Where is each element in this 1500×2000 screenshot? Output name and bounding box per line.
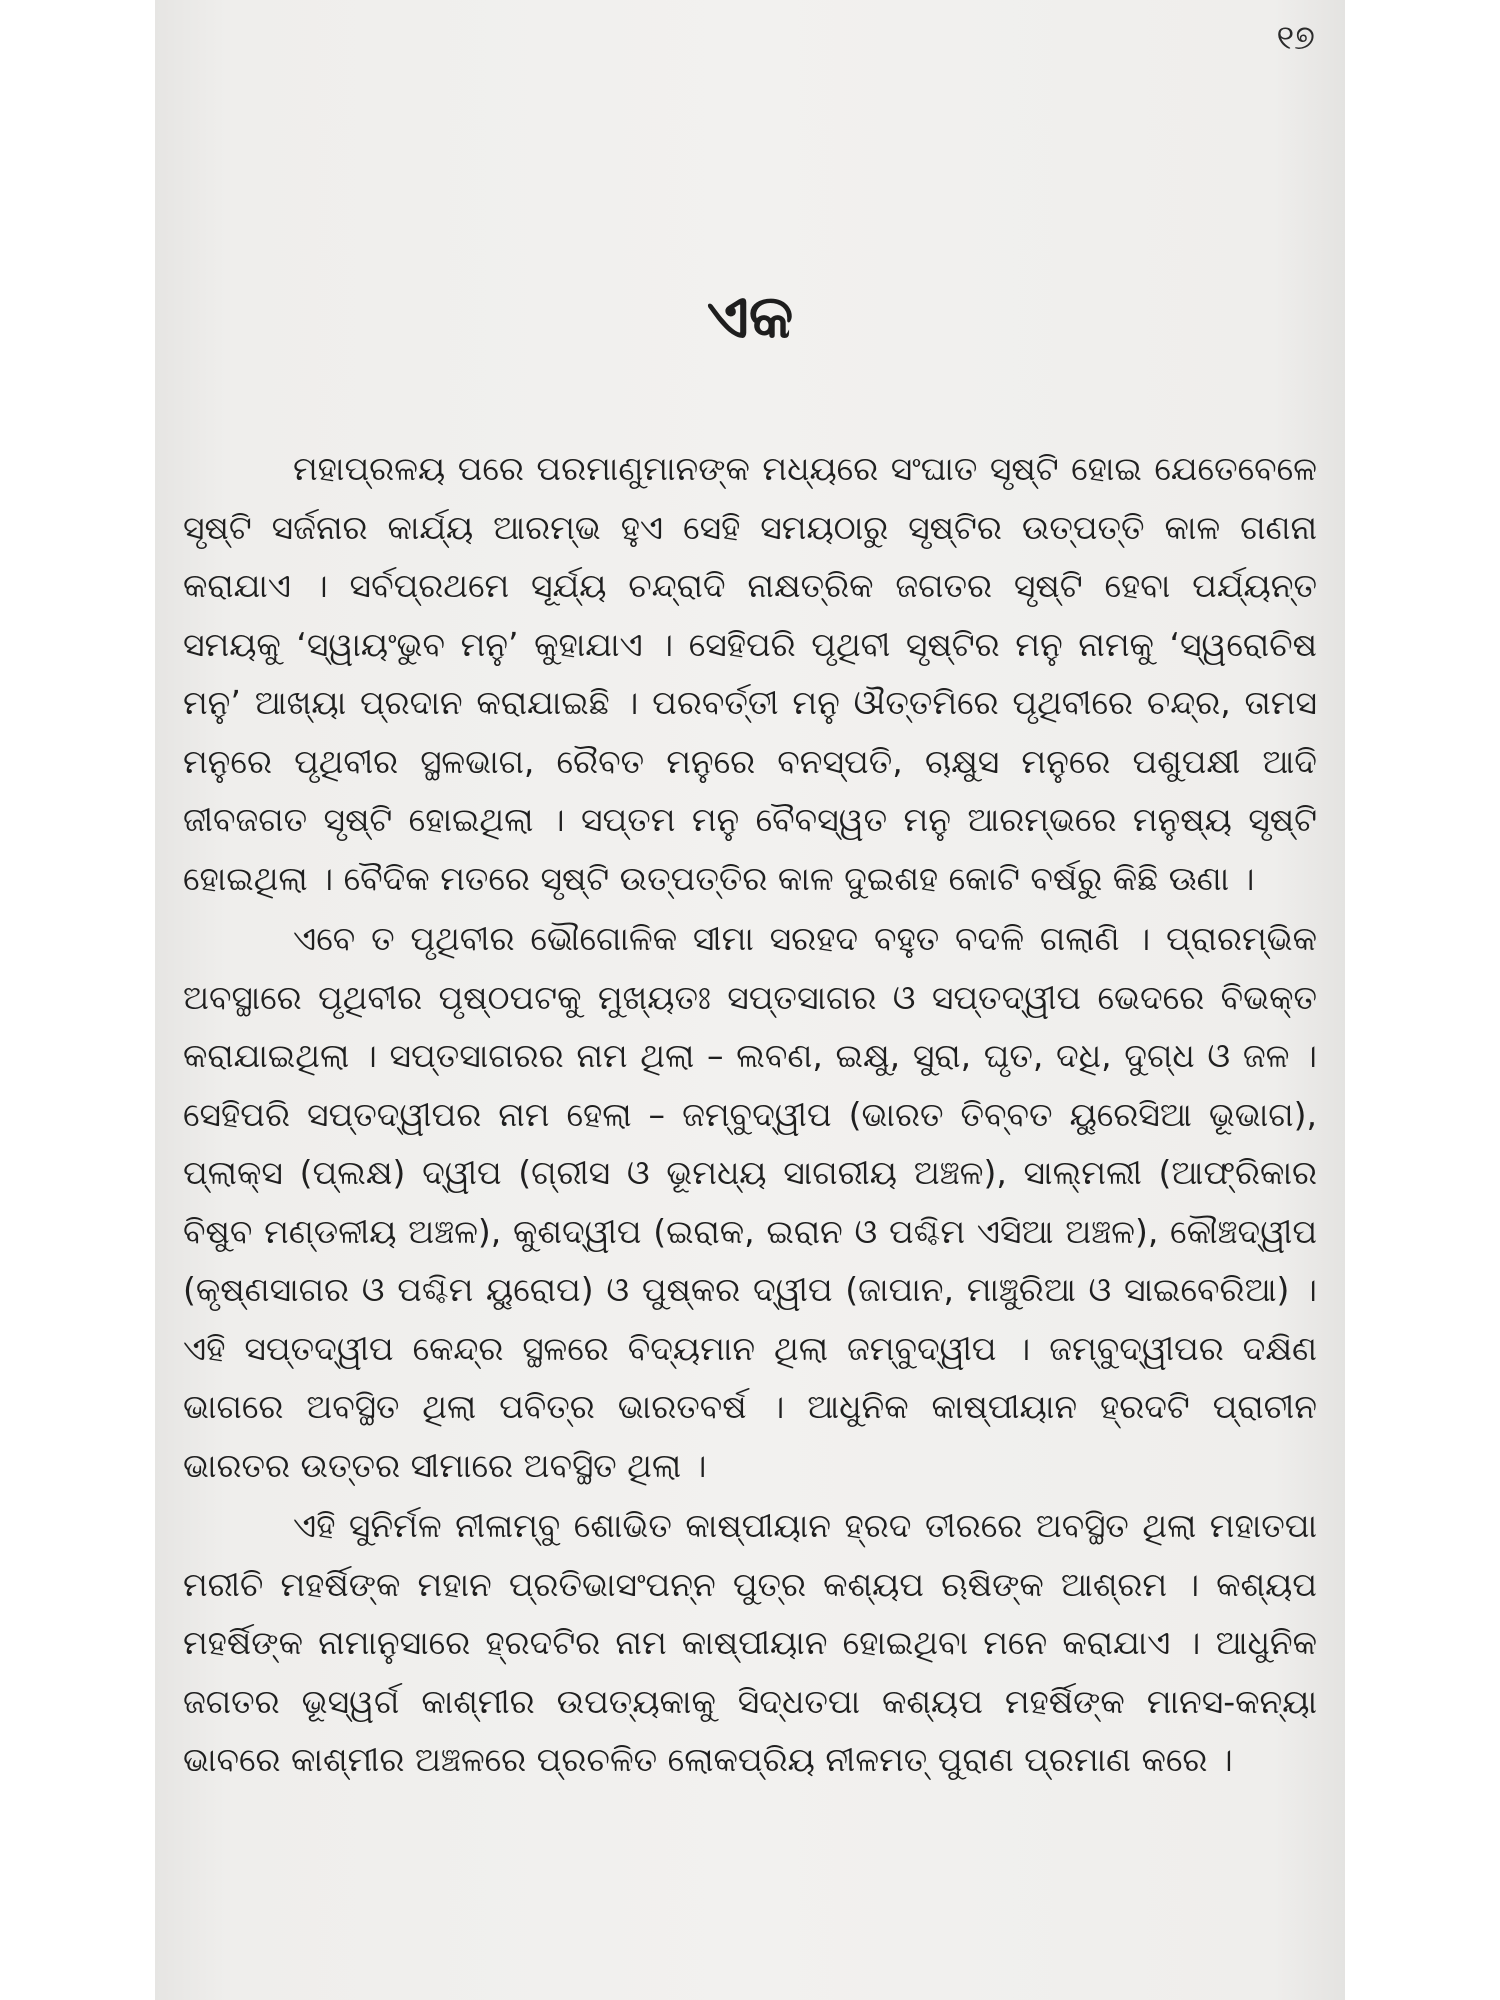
paragraph: ଏବେ ତ ପୃଥିବୀର ଭୌଗୋଳିକ ସୀମା ସରହଦ ବହୁତ ବଦଳି ଗଲାଣି । ପ୍ରାରମ୍ଭିକ ଅବସ୍ଥାରେ ପୃଥିବୀର ପୃଷ୍ଠପଟକୁ ମୁଖ୍ୟତଃ ସପ୍ତସାଗର ଓ ସପ୍ତଦ୍ୱୀପ ଭେଦରେ ବିଭକ୍ତ କରାଯାଇଥିଲା । ସପ୍ତସାଗରର ନାମ ଥିଲା – ଲବଣ, ଇକ୍ଷୁ, ସୁରା, ଘୃତ, ଦଧି, ଦୁଗ୍ଧ ଓ ଜଳ । ସେହିପରି ସପ୍ତଦ୍ୱୀପର ନାମ ହେଲା – ଜମ୍ବୁଦ୍ୱୀପ (ଭାରତ ତିବ୍ବତ ୟୁରେସିଆ ଭୂଭାଗ), ପ୍ଲାକ୍ସ (ପ୍ଲକ୍ଷ) ଦ୍ୱୀପ (ଗ୍ରୀସ ଓ ଭୂମଧ୍ୟ ସାଗରୀୟ ଅଞ୍ଚଳ), ସାଲ୍ମଲୀ (ଆଫ୍ରିକାର ବିଷୁବ ମଣ୍ଡଳୀୟ ଅଞ୍ଚଳ), କୁଶଦ୍ୱୀପ (ଇରାକ, ଇରାନ ଓ ପଶ୍ଚିମ ଏସିଆ ଅଞ୍ଚଳ), କୌଞ୍ଚଦ୍ୱୀପ (କୃଷ୍ଣସାଗର ଓ ପଶ୍ଚିମ ୟୁରୋପ) ଓ ପୁଷ୍କର ଦ୍ୱୀପ (ଜାପାନ, ମାଞ୍ଚୁରିଆ ଓ ସାଇବେରିଆ) । ଏହି ସପ୍ତଦ୍ୱୀପ କେନ୍ଦ୍ର ସ୍ଥଳରେ ବିଦ୍ୟମାନ ଥିଲା ଜମ୍ବୁଦ୍ୱୀପ । ଜମ୍ବୁଦ୍ୱୀପର ଦକ୍ଷିଣ ଭାଗରେ ଅବସ୍ଥିତ ଥିଲା ପବିତ୍ର ଭାରତବର୍ଷ । ଆଧୁନିକ କାଷ୍ପୀୟାନ ହ୍ରଦଟି ପ୍ରାଚୀନ ଭାରତର ଉତ୍ତର ସୀମାରେ ଅବସ୍ଥିତ ଥିଲା । — [183, 919, 1317, 1485]
page-number: ୧୭ — [1276, 18, 1315, 58]
paragraph: ଏହି ସୁନିର୍ମଳ ନୀଳାମ୍ବୁ ଶୋଭିତ କାଷ୍ପୀୟାନ ହ୍ରଦ ତୀରରେ ଅବସ୍ଥିତ ଥିଲା ମହାତପା ମରୀଚି ମହର୍ଷିଙ୍କ ମହାନ ପ୍ରତିଭାସଂପନ୍ନ ପୁତ୍ର କଶ୍ୟପ ଋଷିଙ୍କ ଆଶ୍ରମ । କଶ୍ୟପ ମହର୍ଷିଙ୍କ ନାମାନୁସାରେ ହ୍ରଦଟିର ନାମ କାଷ୍ପୀୟାନ ହୋଇଥିବା ମନେ କରାଯାଏ । ଆଧୁନିକ ଜଗତର ଭୂସ୍ୱର୍ଗ କାଶ୍ମୀର ଉପତ୍ୟକାକୁ ସିଦ୍ଧତପା କଶ୍ୟପ ମହର୍ଷିଙ୍କ ମାନସ-କନ୍ୟା ଭାବରେ କାଶ୍ମୀର ଅଞ୍ଚଳରେ ପ୍ରଚଳିତ ଲୋକପ୍ରିୟ ନୀଳମତ୍‌ ପୁରାଣ ପ୍ରମାଣ କରେ । — [183, 1506, 1317, 1779]
body-text — [183, 440, 1317, 1792]
book-page — [155, 0, 1345, 2000]
chapter-title: ଏକ — [706, 282, 794, 352]
paragraph: ମହାପ୍ରଳୟ ପରେ ପରମାଣୁମାନଙ୍କ ମଧ୍ୟରେ ସଂଘାତ ସୃଷ୍ଟି ହୋଇ ଯେତେବେଳେ ସୃଷ୍ଟି ସର୍ଜନାର କାର୍ଯ୍ୟ ଆରମ୍ଭ ହୁଏ ସେହି ସମୟଠାରୁ ସୃଷ୍ଟିର ଉତ୍ପତ୍ତି କାଳ ଗଣନା କରାଯାଏ । ସର୍ବପ୍ରଥମେ ସୂର୍ଯ୍ୟ ଚନ୍ଦ୍ରାଦି ନାକ୍ଷତ୍ରିକ ଜଗତର ସୃଷ୍ଟି ହେବା ପର୍ଯ୍ୟନ୍ତ ସମୟକୁ ‘ସ୍ୱାୟଂଭୁବ ମନୁ’ କୁହାଯାଏ । ସେହିପରି ପୃଥିବୀ ସୃଷ୍ଟିର ମନୁ ନାମକୁ ‘ସ୍ୱରୋଚିଷ ମନୁ’ ଆଖ୍ୟା ପ୍ରଦାନ କରାଯାଇଛି । ପରବର୍ତ୍ତୀ ମନୁ ଔତ୍ତମିରେ ପୃଥିବୀରେ ଚନ୍ଦ୍ର, ତାମସ ମନୁରେ ପୃଥିବୀର ସ୍ଥଳଭାଗ, ରୈବତ ମନୁରେ ବନସ୍ପତି, ଚାକ୍ଷୁସ ମନୁରେ ପଶୁପକ୍ଷୀ ଆଦି ଜୀବଜଗତ ସୃଷ୍ଟି ହୋଇଥିଲା । ସପ୍ତମ ମନୁ ବୈବସ୍ୱତ ମନୁ ଆରମ୍ଭରେ ମନୁଷ୍ୟ ସୃଷ୍ଟି ହୋଇଥିଲା । ବୈଦିକ ମତରେ ସୃଷ୍ଟି ଉତ୍ପତ୍ତିର କାଳ ଦୁଇଶହ କୋଟି ବର୍ଷରୁ କିଛି ଊଣା । — [183, 449, 1317, 898]
